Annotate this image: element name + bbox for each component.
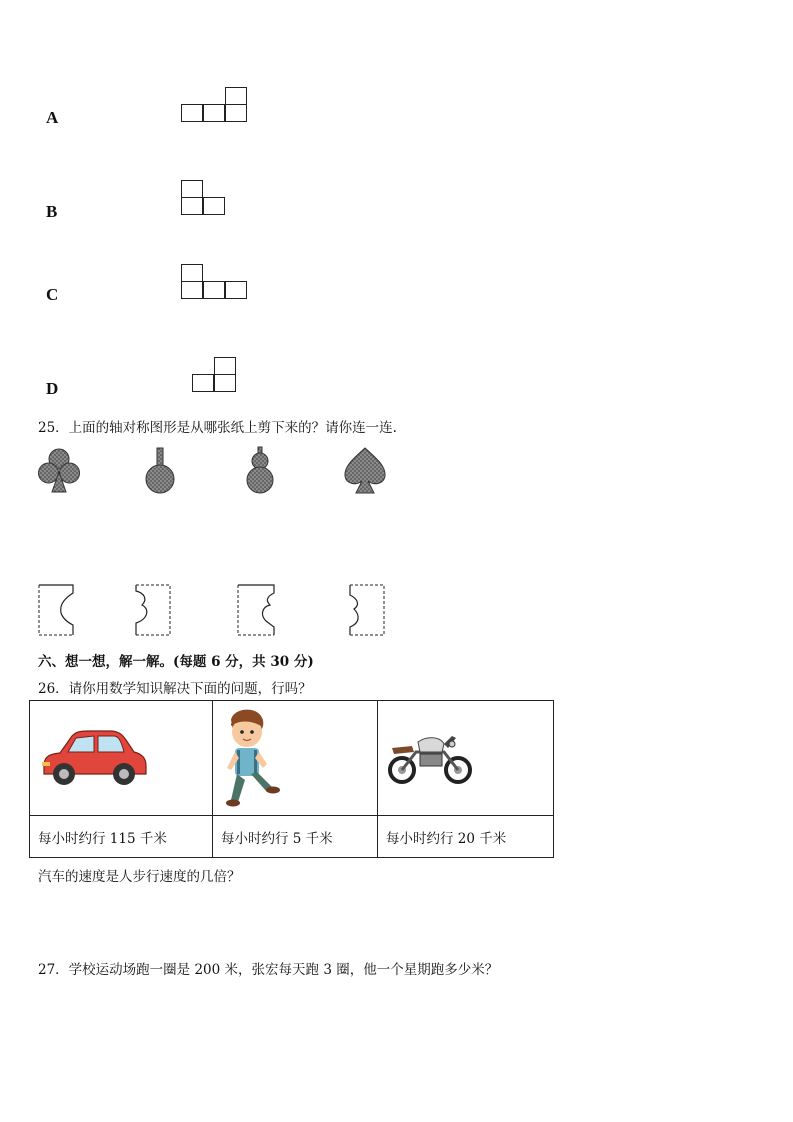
question-26-followup: 汽车的速度是人步行速度的几倍？ <box>38 869 241 885</box>
paper-piece-1 <box>37 583 77 637</box>
club-shape <box>38 446 80 494</box>
option-d-figure <box>192 357 242 397</box>
option-c-figure <box>181 264 251 304</box>
question-27-text: 27．学校运动场跑一圈是 200 米，张宏每天跑 3 圈，他一个星期跑多少米？ <box>38 962 499 978</box>
motorcycle-illustration <box>386 730 474 786</box>
car-speed-label: 每小时约行 115 千米 <box>30 816 213 858</box>
boy-cell <box>213 701 378 816</box>
car-cell <box>30 701 213 816</box>
paper-piece-4 <box>346 583 388 637</box>
paper-piece-3 <box>236 583 278 637</box>
motorcycle-cell <box>378 701 554 816</box>
boy-speed-label: 每小时约行 5 千米 <box>213 816 378 858</box>
option-a-label: A <box>46 108 59 127</box>
car-illustration <box>38 726 148 790</box>
gourd-shape <box>244 446 276 496</box>
spade-shape <box>342 446 388 496</box>
motorcycle-speed-label: 每小时约行 20 千米 <box>378 816 554 858</box>
speed-table <box>29 700 554 858</box>
option-d-label: D <box>46 379 59 398</box>
question-26-text: 26．请你用数学知识解决下面的问题，行吗？ <box>38 681 312 697</box>
option-c-label: C <box>46 285 59 304</box>
walking-boy-illustration <box>221 704 287 812</box>
option-b-label: B <box>46 202 58 221</box>
section-6-heading: 六、想一想，解一解。(每题 6 分，共 30 分) <box>38 654 314 670</box>
option-b-figure <box>181 180 231 220</box>
paper-piece-2 <box>132 583 174 637</box>
question-25-text: 25．上面的轴对称图形是从哪张纸上剪下来的？请你连一连. <box>38 420 397 436</box>
option-a-figure <box>181 87 251 127</box>
pendant-shape <box>140 446 180 496</box>
